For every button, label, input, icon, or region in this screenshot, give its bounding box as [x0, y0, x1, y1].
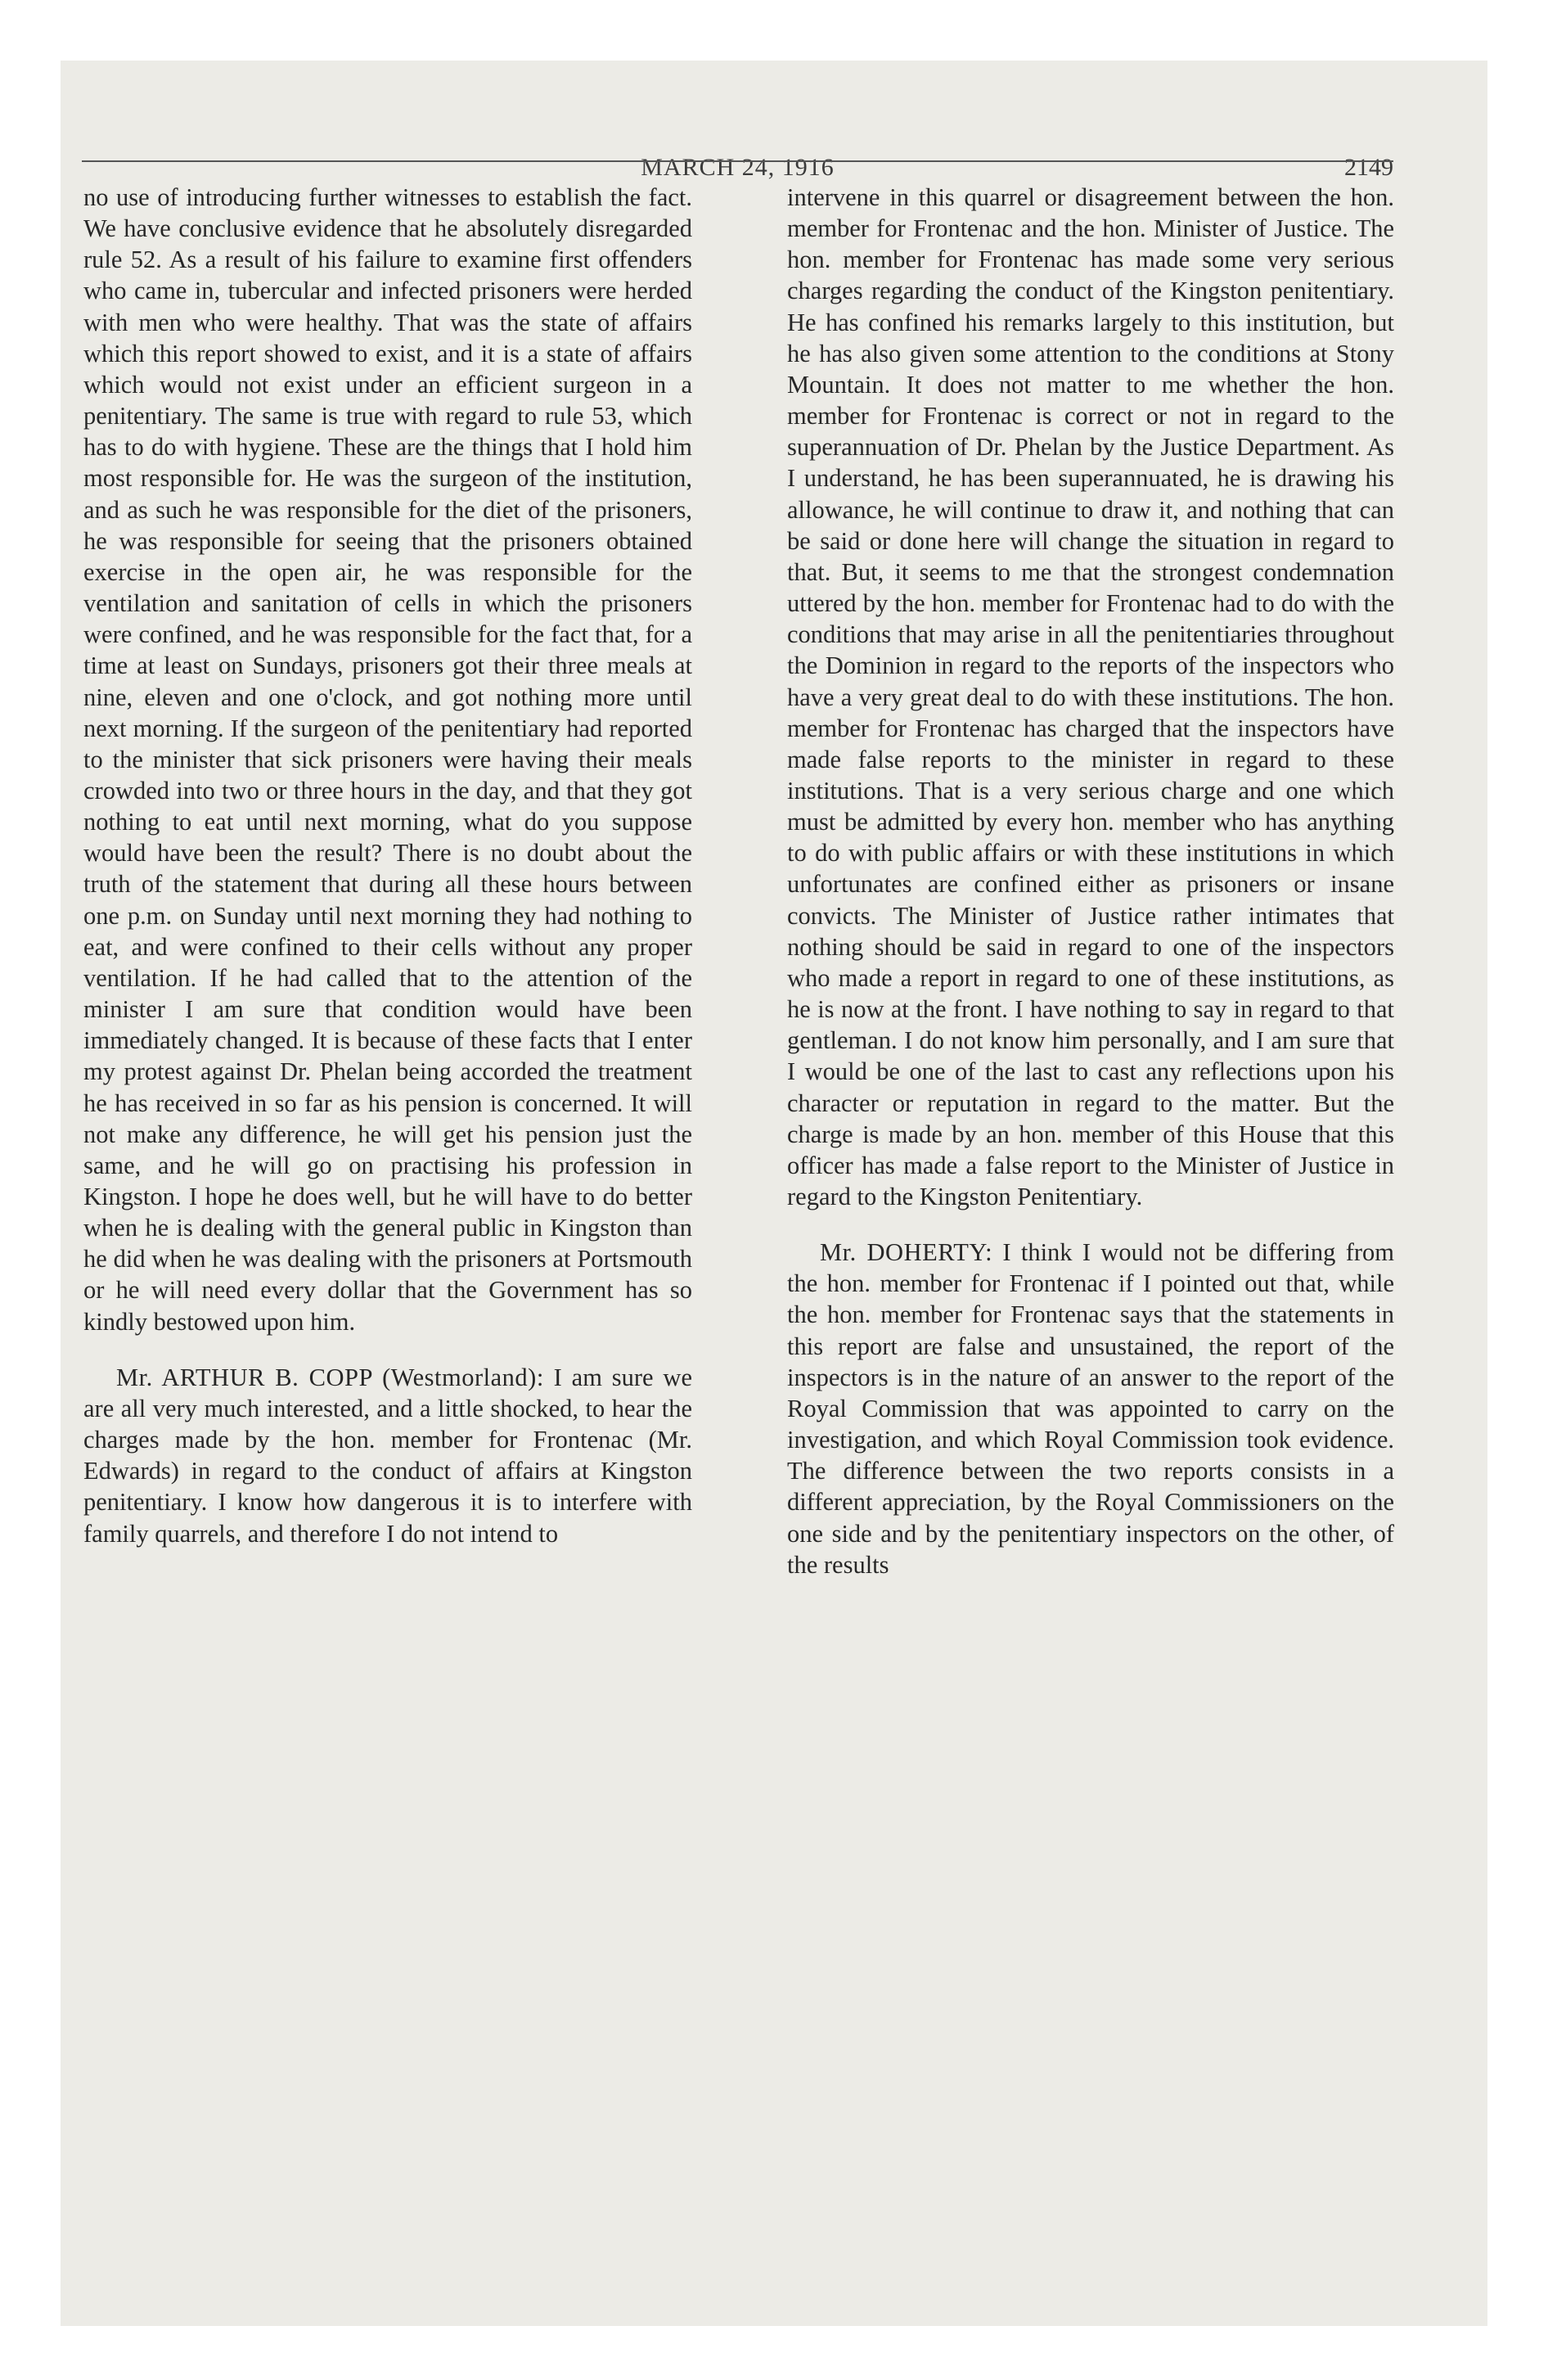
right-paragraph-2-text: I think I would not be differing from the hon. member for Frontenac if I pointed out that, while the hon. member for Frontenac says that the statements in this report are false and unsustained, the report of the inspectors is in the nature of an answer to the report of the Royal Commission that was appointed to carry on the investigation, and which Royal Commission took evidence. The difference between the two reports consists in a different appreciation, by the Royal Commissioners on the one side and by the penitentiary inspectors on the other, of the results [787, 1238, 1394, 1579]
page-number: 2149 [1344, 154, 1393, 181]
speaker-doherty: Mr. DOHERTY: [820, 1238, 993, 1267]
right-column [787, 182, 1394, 1580]
header-rule [82, 160, 1393, 162]
left-paragraph-1: no use of introducing further witnesses to establish the fact. We have conclusive evidence that he absolutely disregarded rule 52. As a result of his failure to examine first offenders who came in, tubercular and infected prisoners were herded with men who were healthy. That was the state of affairs which this report showed to exist, and it is a state of affairs which would not exist under an efficient surgeon in a penitentiary. The same is true with regard to rule 53, which has to do with hygiene. These are the things that I hold him most responsible for. He was the surgeon of the institution, and as such he was responsible for the diet of the prisoners, he was responsible for seeing that the prisoners obtained exercise in the open air, he was responsible for the ventilation and sanitation of cells in which the prisoners were confined, and he was responsible for the fact that, for a time at least on Sundays, prisoners got their three meals at nine, eleven and one o'clock, and got nothing more until next morning. If the surgeon of the penitentiary had reported to the minister that sick prisoners were having their meals crowded into two or three hours in the day, and that they got nothing to eat until next morning, what do you suppose would have been the result? There is no doubt about the truth of the statement that during all these hours between one p.m. on Sunday until next morning they had nothing to eat, and were confined to their cells without any proper ventilation. If he had called that to the attention of the minister I am sure that condition would have been immediately changed. It is because of these facts that I enter my protest against Dr. Phelan being accorded the treatment he has received in so far as his pension is concerned. It will not make any difference, he will get his pension just the same, and he will go on practising his profession in Kingston. I hope he does well, but he will have to do better when he is dealing with the general public in Kingston than he did when he was dealing with the prisoners at Portsmouth or he will need every dollar that the Government has so kindly bestowed upon him. [83, 183, 692, 1336]
right-paragraph-1: intervene in this quarrel or disagreement between the hon. member for Frontenac and the hon. Minister of Justice. The hon. member for Frontenac has made some very serious charges regarding the conduct of the Kingston penitentiary. He has confined his remarks largely to this institution, but he has also given some attention to the conditions at Stony Mountain. It does not matter to me whether the hon. member for Frontenac is correct or not in regard to the superannuation of Dr. Phelan by the Justice Department. As I understand, he has been superannuated, he is drawing his allowance, he will continue to draw it, and nothing that can be said or done here will change the situation in regard to that. But, it seems to me that the strongest condemnation uttered by the hon. member for Frontenac had to do with the conditions that may arise in all the penitentiaries throughout the Dominion in regard to the reports of the inspectors who have a very great deal to do with these institutions. The hon. member for Frontenac has charged that the inspectors have made false reports to the minister in regard to these institutions. That is a very serious charge and one which must be admitted by every hon. member who has anything to do with public affairs or with these institutions in which unfortunates are confined either as prisoners or insane convicts. The Minister of Justice rather intimates that nothing should be said in regard to one of the inspectors who made a report in regard to one of these institutions, as he is now at the front. I have nothing to say in regard to that gentleman. I do not know him personally, and I am sure that I would be one of the last to cast any reflections upon his character or reputation in regard to the matter. But the charge is made by an hon. member of this House that this officer has made a false report to the Minister of Justice in regard to the Kingston Penitentiary. [787, 183, 1394, 1210]
left-paragraph-2-text: I am sure we are all very much interested, and a little shocked, to hear the charges made by the hon. member for Frontenac (Mr. Edwards) in regard to the conduct of affairs at Kingston penitentiary. I know how dangerous it is to interfere with family quarrels, and therefore I do not intend to [83, 1363, 692, 1548]
right-paragraph-2 [787, 1237, 1394, 1580]
page-header [82, 97, 1393, 181]
left-column [83, 182, 692, 1549]
speaker-copp: Mr. ARTHUR B. COPP (Westmorland): [116, 1363, 544, 1391]
left-paragraph-2 [83, 1362, 692, 1549]
page-date: MARCH 24, 1916 [641, 154, 835, 181]
